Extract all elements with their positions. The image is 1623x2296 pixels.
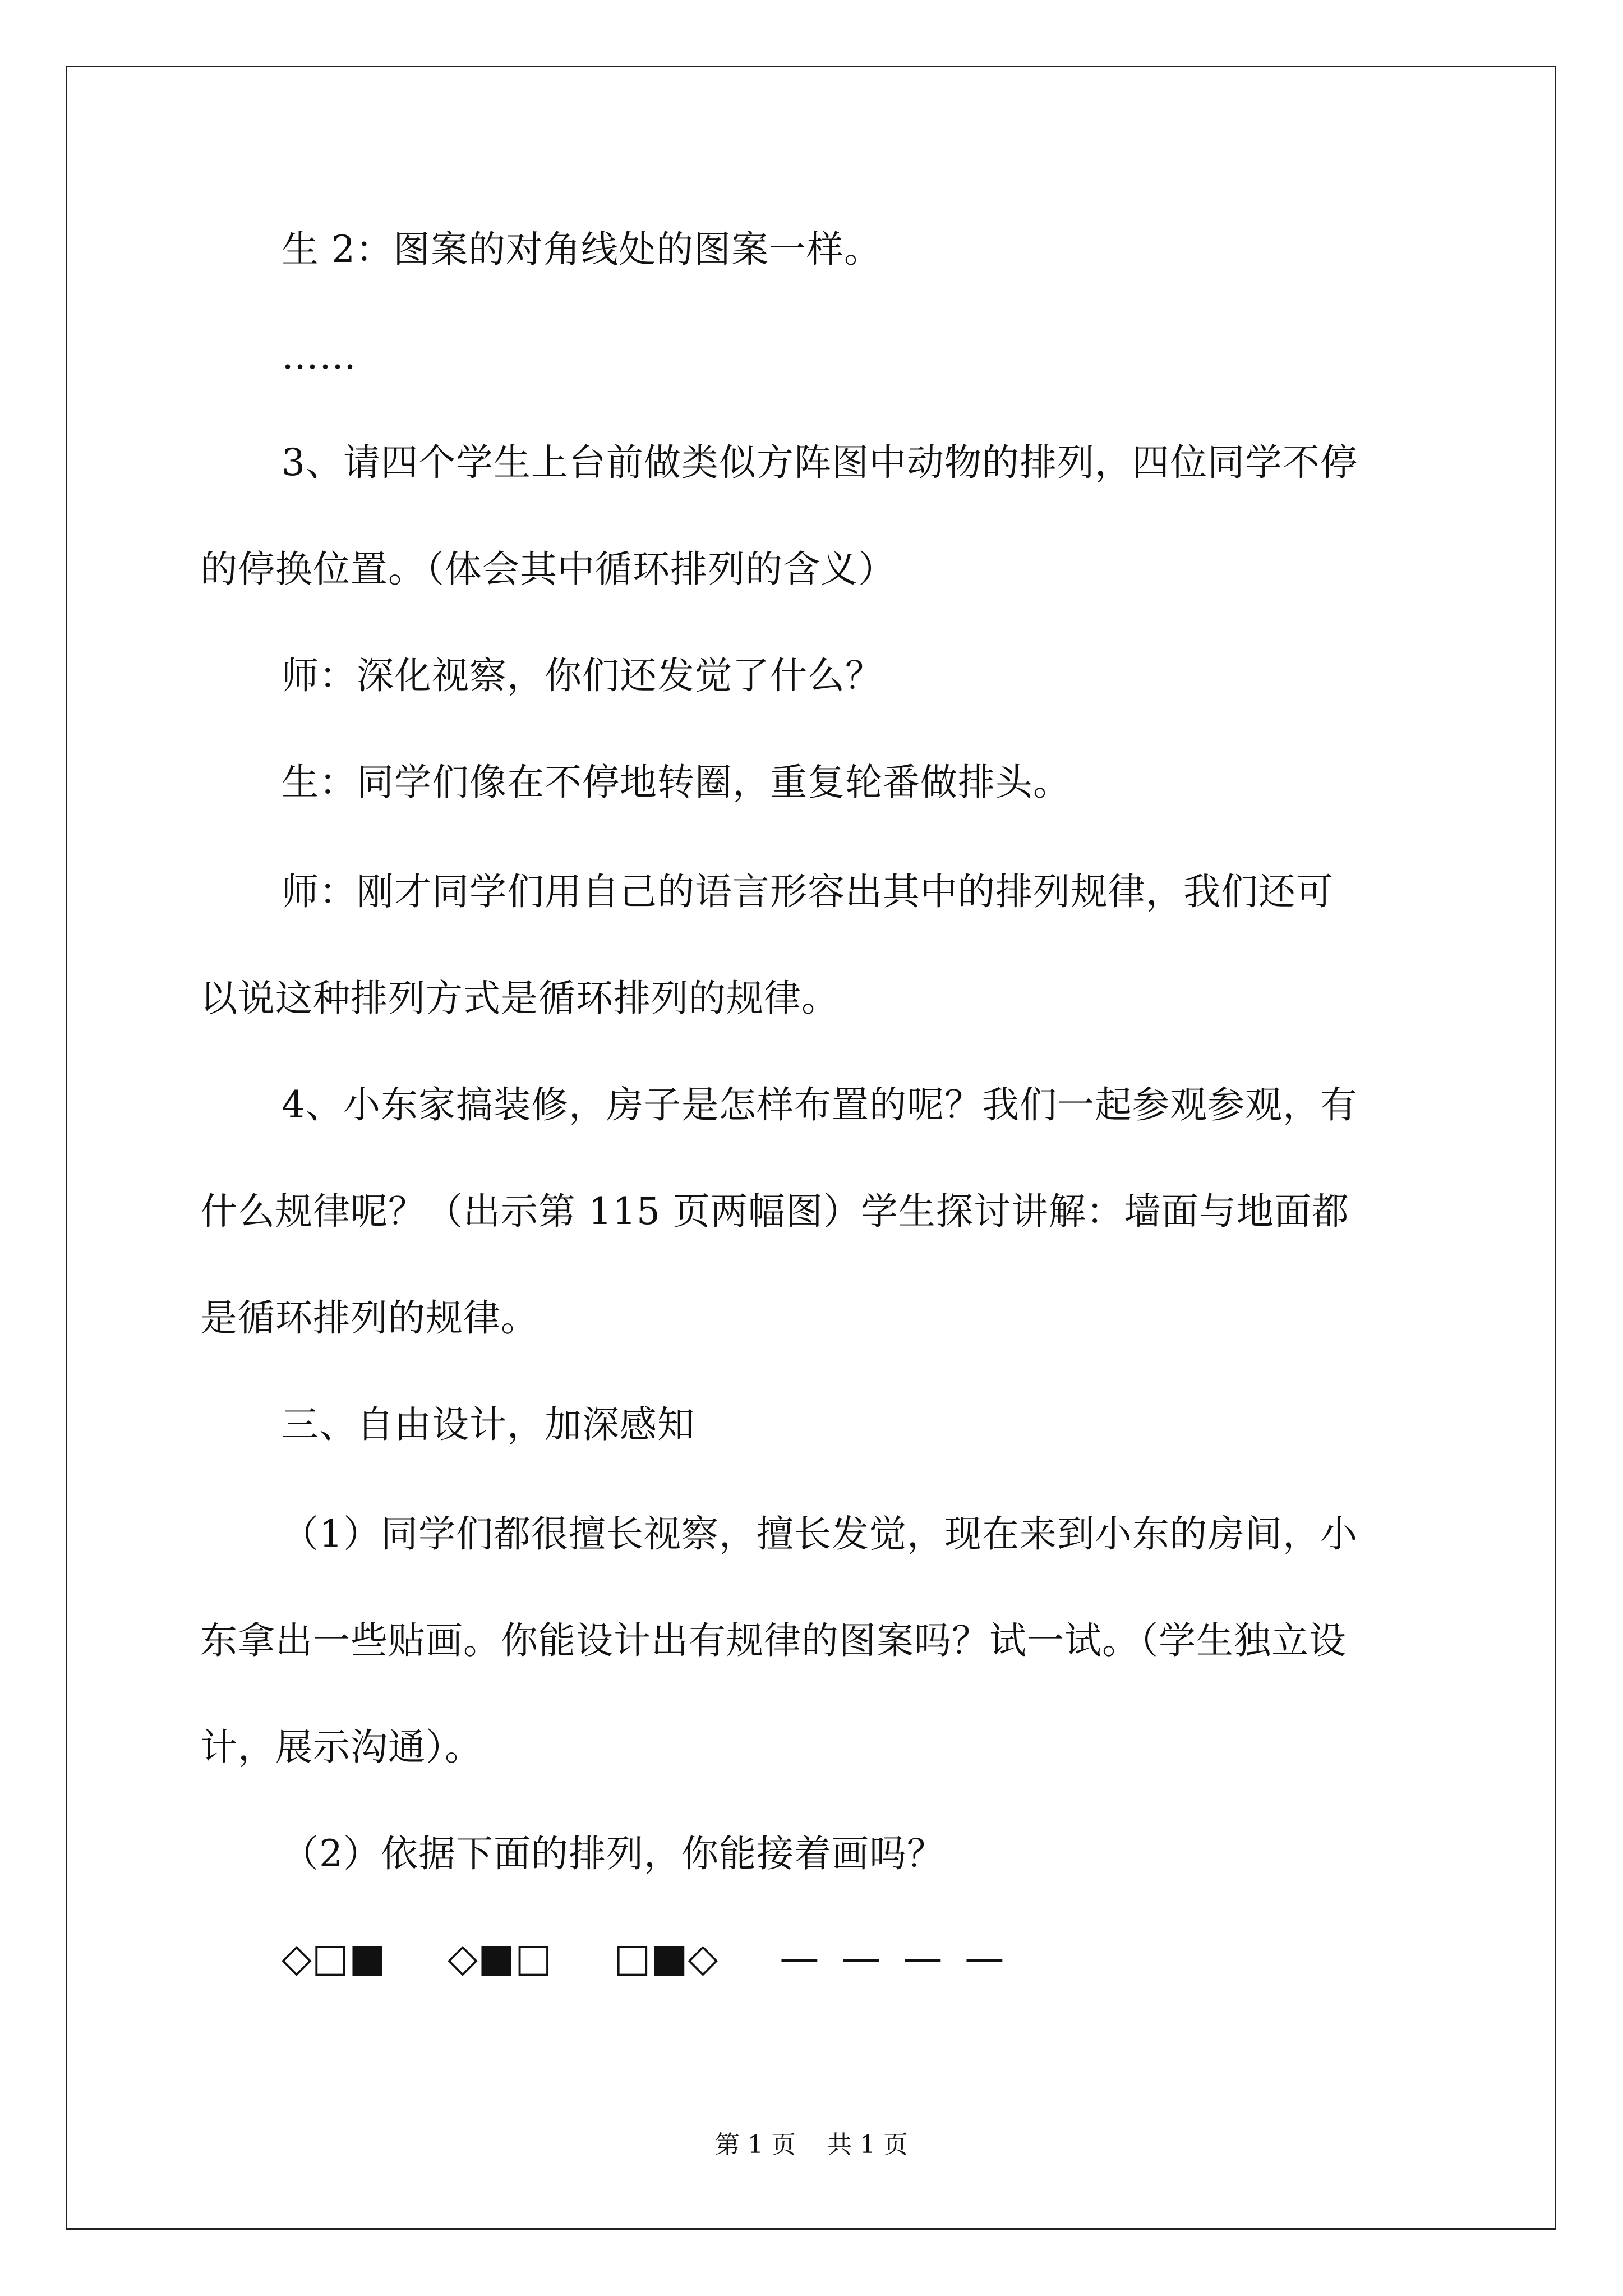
shape-pattern-row bbox=[282, 1932, 1026, 1983]
pattern-group: ◇□■ bbox=[282, 1935, 386, 1981]
paragraph-line: （1）同学们都很擅长视察，擅长发觉，现在来到小东的房间，小 bbox=[282, 1512, 1358, 1556]
pattern-blank: — bbox=[965, 1935, 1004, 1981]
pattern-group: ◇■□ bbox=[448, 1935, 552, 1981]
pattern-group: □■◇ bbox=[614, 1935, 718, 1981]
page-border bbox=[66, 66, 1556, 2230]
paragraph-line: 生 2：图案的对角线处的图案一样。 bbox=[282, 228, 882, 271]
pattern-blank: — bbox=[841, 1935, 881, 1981]
paragraph-line: 的停换位置。（体会其中循环排列的含义） bbox=[200, 547, 896, 591]
paragraph-line: 什么规律呢？（出示第 115 页两幅图）学生探讨讲解：墙面与地面都 bbox=[200, 1190, 1349, 1233]
paragraph-line: 东拿出一些贴画。你能设计出有规律的图案吗？试一试。（学生独立设 bbox=[200, 1619, 1347, 1662]
pattern-blank: — bbox=[903, 1935, 943, 1981]
paragraph-line: 是循环排列的规律。 bbox=[200, 1296, 538, 1340]
pattern-blank: — bbox=[780, 1935, 819, 1981]
paragraph-line: 4、小东家搞装修，房子是怎样布置的呢？我们一起参观参观，有 bbox=[282, 1083, 1358, 1126]
paragraph-line: 以说这种排列方式是循环排列的规律。 bbox=[200, 977, 839, 1020]
paragraph-line: 计，展示沟通）。 bbox=[200, 1726, 482, 1769]
paragraph-line: 3、请四个学生上台前做类似方阵图中动物的排列，四位同学不停 bbox=[282, 441, 1358, 484]
paragraph-line: 生：同学们像在不停地转圈，重复轮番做排头。 bbox=[282, 761, 1071, 804]
paragraph-line: （2）依据下面的排列，你能接着画吗？ bbox=[282, 1832, 944, 1875]
paragraph-line: 师：刚才同学们用自己的语言形容出其中的排列规律，我们还可 bbox=[282, 870, 1334, 913]
page-footer: 第 1 页 共 1 页 bbox=[715, 2131, 908, 2159]
section-heading: 三、自由设计，加深感知 bbox=[282, 1403, 695, 1446]
paragraph-line: …… bbox=[282, 334, 357, 378]
paragraph-line: 师：深化视察，你们还发觉了什么？ bbox=[282, 654, 883, 697]
